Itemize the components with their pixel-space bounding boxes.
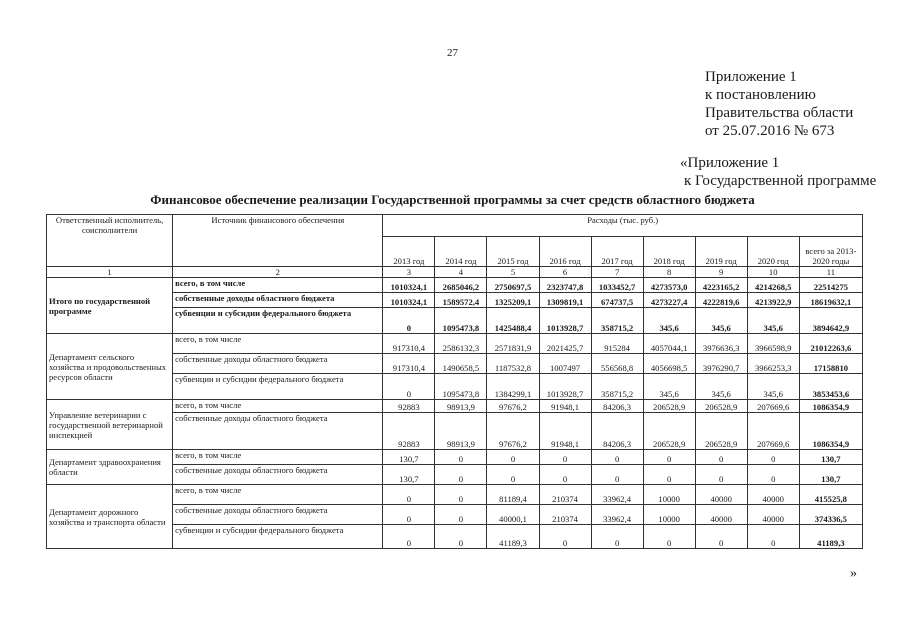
column-number: 7: [591, 267, 643, 278]
column-number: 5: [487, 267, 539, 278]
header-year: 2018 год: [643, 237, 695, 267]
value-cell: 0: [643, 525, 695, 549]
value-cell: 210374: [539, 485, 591, 505]
total-value-cell: 17158810: [799, 354, 862, 374]
value-cell: 3976290,7: [695, 354, 747, 374]
value-cell: 4214268,5: [747, 278, 799, 293]
total-value-cell: 3853453,6: [799, 374, 862, 400]
column-number: 8: [643, 267, 695, 278]
header-executor: Ответственный исполнитель, соисполнители: [47, 215, 173, 267]
value-cell: 0: [747, 465, 799, 485]
value-cell: 0: [591, 465, 643, 485]
header-year: 2017 год: [591, 237, 643, 267]
value-cell: 1589572,4: [435, 293, 487, 308]
value-cell: 345,6: [747, 308, 799, 334]
value-cell: 2323747,8: [539, 278, 591, 293]
value-cell: 1490658,5: [435, 354, 487, 374]
value-cell: 1425488,4: [487, 308, 539, 334]
header-year: 2014 год: [435, 237, 487, 267]
source-cell: собственные доходы областного бюджета: [173, 465, 383, 485]
value-cell: 81189,4: [487, 485, 539, 505]
source-cell: всего, в том числе: [173, 278, 383, 293]
value-cell: 0: [383, 308, 435, 334]
value-cell: 1013928,7: [539, 374, 591, 400]
value-cell: 130,7: [383, 465, 435, 485]
value-cell: 0: [643, 465, 695, 485]
value-cell: 2685046,2: [435, 278, 487, 293]
inner-appendix-header: [680, 154, 876, 190]
value-cell: 40000,1: [487, 505, 539, 525]
value-cell: 4057044,1: [643, 334, 695, 354]
header-expenses: Расходы (тыс. руб.): [383, 215, 863, 237]
column-number: 3: [383, 267, 435, 278]
table-row: [47, 400, 863, 413]
column-number: 9: [695, 267, 747, 278]
value-cell: 0: [383, 525, 435, 549]
value-cell: 40000: [747, 505, 799, 525]
value-cell: 2571831,9: [487, 334, 539, 354]
value-cell: 345,6: [643, 374, 695, 400]
value-cell: 358715,2: [591, 374, 643, 400]
appendix-header: [705, 68, 853, 140]
value-cell: 0: [695, 465, 747, 485]
value-cell: 206528,9: [695, 413, 747, 450]
column-number: 2: [173, 267, 383, 278]
column-number: 1: [47, 267, 173, 278]
table-row: [47, 450, 863, 465]
value-cell: 97676,2: [487, 400, 539, 413]
source-cell: всего, в том числе: [173, 450, 383, 465]
value-cell: 0: [435, 465, 487, 485]
source-cell: собственные доходы областного бюджета: [173, 293, 383, 308]
value-cell: 556568,8: [591, 354, 643, 374]
value-cell: 207669,6: [747, 413, 799, 450]
inner-appendix-line: «Приложение 1: [680, 155, 780, 171]
executor-cell: Итого по государственной программе: [47, 278, 173, 334]
header-year: 2015 год: [487, 237, 539, 267]
value-cell: 1013928,7: [539, 308, 591, 334]
inner-appendix-line: к Государственной программе: [684, 173, 877, 189]
source-cell: субвенции и субсидии федерального бюджета: [173, 374, 383, 400]
executor-cell: Департамент сельского хозяйства и продовольственных ресурсов области: [47, 334, 173, 400]
value-cell: 91948,1: [539, 413, 591, 450]
value-cell: 0: [435, 505, 487, 525]
value-cell: 674737,5: [591, 293, 643, 308]
value-cell: 41189,3: [487, 525, 539, 549]
page-number: 27: [447, 47, 458, 59]
value-cell: 1010324,1: [383, 278, 435, 293]
value-cell: 0: [383, 505, 435, 525]
column-number: 11: [799, 267, 862, 278]
total-value-cell: 41189,3: [799, 525, 862, 549]
value-cell: 98913,9: [435, 400, 487, 413]
total-value-cell: 21012263,6: [799, 334, 862, 354]
value-cell: 0: [487, 450, 539, 465]
value-cell: 1187532,8: [487, 354, 539, 374]
value-cell: 0: [435, 525, 487, 549]
column-number: 4: [435, 267, 487, 278]
total-value-cell: 1086354,9: [799, 413, 862, 450]
value-cell: 206528,9: [695, 400, 747, 413]
value-cell: 0: [539, 525, 591, 549]
total-value-cell: 130,7: [799, 465, 862, 485]
value-cell: 40000: [695, 485, 747, 505]
source-cell: субвенции и субсидии федерального бюджета: [173, 525, 383, 549]
total-value-cell: 374336,5: [799, 505, 862, 525]
value-cell: 84206,3: [591, 413, 643, 450]
value-cell: 0: [487, 465, 539, 485]
value-cell: 4213922,9: [747, 293, 799, 308]
financing-table: [46, 214, 863, 549]
value-cell: 97676,2: [487, 413, 539, 450]
value-cell: 0: [435, 485, 487, 505]
total-value-cell: 1086354,9: [799, 400, 862, 413]
table-row: [47, 278, 863, 293]
header-year: 2020 год: [747, 237, 799, 267]
executor-cell: Департамент здравоохранения области: [47, 450, 173, 485]
value-cell: 1309819,1: [539, 293, 591, 308]
value-cell: 915284: [591, 334, 643, 354]
header-year-total: всего за 2013-2020 годы: [799, 237, 862, 267]
value-cell: 917310,4: [383, 334, 435, 354]
appendix-line: к постановлению: [705, 87, 816, 103]
value-cell: 1095473,8: [435, 308, 487, 334]
value-cell: 92883: [383, 413, 435, 450]
executor-cell: Управление ветеринарии с государственной ветеринарной инспекцией: [47, 400, 173, 450]
value-cell: 0: [539, 465, 591, 485]
value-cell: 0: [643, 450, 695, 465]
value-cell: 91948,1: [539, 400, 591, 413]
value-cell: 206528,9: [643, 413, 695, 450]
table-row: [47, 485, 863, 505]
value-cell: 0: [747, 525, 799, 549]
value-cell: 0: [383, 485, 435, 505]
appendix-line: Приложение 1: [705, 69, 797, 85]
value-cell: 207669,6: [747, 400, 799, 413]
total-value-cell: 415525,8: [799, 485, 862, 505]
value-cell: 92883: [383, 400, 435, 413]
value-cell: 1384299,1: [487, 374, 539, 400]
value-cell: 1010324,1: [383, 293, 435, 308]
value-cell: 358715,2: [591, 308, 643, 334]
value-cell: 210374: [539, 505, 591, 525]
document-title: Финансовое обеспечение реализации Государственной программы за счет средств областного бюджета: [150, 192, 755, 207]
value-cell: 10000: [643, 485, 695, 505]
value-cell: 0: [747, 450, 799, 465]
value-cell: 345,6: [695, 308, 747, 334]
value-cell: 4056698,5: [643, 354, 695, 374]
value-cell: 10000: [643, 505, 695, 525]
value-cell: 0: [383, 374, 435, 400]
value-cell: 33962,4: [591, 505, 643, 525]
value-cell: 84206,3: [591, 400, 643, 413]
value-cell: 0: [539, 450, 591, 465]
value-cell: 3976636,3: [695, 334, 747, 354]
value-cell: 0: [695, 450, 747, 465]
source-cell: всего, в том числе: [173, 485, 383, 505]
value-cell: 1095473,8: [435, 374, 487, 400]
value-cell: 0: [591, 525, 643, 549]
value-cell: 3966253,3: [747, 354, 799, 374]
value-cell: 2021425,7: [539, 334, 591, 354]
value-cell: 0: [435, 450, 487, 465]
closing-quote: »: [850, 566, 857, 581]
total-value-cell: 130,7: [799, 450, 862, 465]
value-cell: 130,7: [383, 450, 435, 465]
value-cell: 2750697,5: [487, 278, 539, 293]
source-cell: всего, в том числе: [173, 400, 383, 413]
value-cell: 1007497: [539, 354, 591, 374]
value-cell: 0: [591, 450, 643, 465]
table-row: [47, 334, 863, 354]
source-cell: собственные доходы областного бюджета: [173, 354, 383, 374]
value-cell: 345,6: [695, 374, 747, 400]
value-cell: 33962,4: [591, 485, 643, 505]
value-cell: 917310,4: [383, 354, 435, 374]
value-cell: 4273573,0: [643, 278, 695, 293]
source-cell: всего, в том числе: [173, 334, 383, 354]
source-cell: собственные доходы областного бюджета: [173, 505, 383, 525]
value-cell: 4222819,6: [695, 293, 747, 308]
value-cell: 98913,9: [435, 413, 487, 450]
header-year: 2016 год: [539, 237, 591, 267]
value-cell: 40000: [695, 505, 747, 525]
total-value-cell: 22514275: [799, 278, 862, 293]
value-cell: 1033452,7: [591, 278, 643, 293]
source-cell: субвенции и субсидии федерального бюджета: [173, 308, 383, 334]
value-cell: 2586132,3: [435, 334, 487, 354]
header-year: 2013 год: [383, 237, 435, 267]
value-cell: 40000: [747, 485, 799, 505]
column-number: 10: [747, 267, 799, 278]
source-cell: собственные доходы областного бюджета: [173, 413, 383, 450]
value-cell: 206528,9: [643, 400, 695, 413]
value-cell: 1325209,1: [487, 293, 539, 308]
appendix-line: Правительства области: [705, 105, 854, 121]
header-source: Источник финансового обеспечения: [173, 215, 383, 267]
header-year: 2019 год: [695, 237, 747, 267]
value-cell: 4273227,4: [643, 293, 695, 308]
appendix-line: от 25.07.2016 № 673: [705, 123, 835, 139]
value-cell: 345,6: [747, 374, 799, 400]
column-number: 6: [539, 267, 591, 278]
value-cell: 345,6: [643, 308, 695, 334]
executor-cell: Департамент дорожного хозяйства и транспорта области: [47, 485, 173, 549]
value-cell: 0: [695, 525, 747, 549]
total-value-cell: 18619632,1: [799, 293, 862, 308]
total-value-cell: 3894642,9: [799, 308, 862, 334]
value-cell: 3966598,9: [747, 334, 799, 354]
value-cell: 4223165,2: [695, 278, 747, 293]
